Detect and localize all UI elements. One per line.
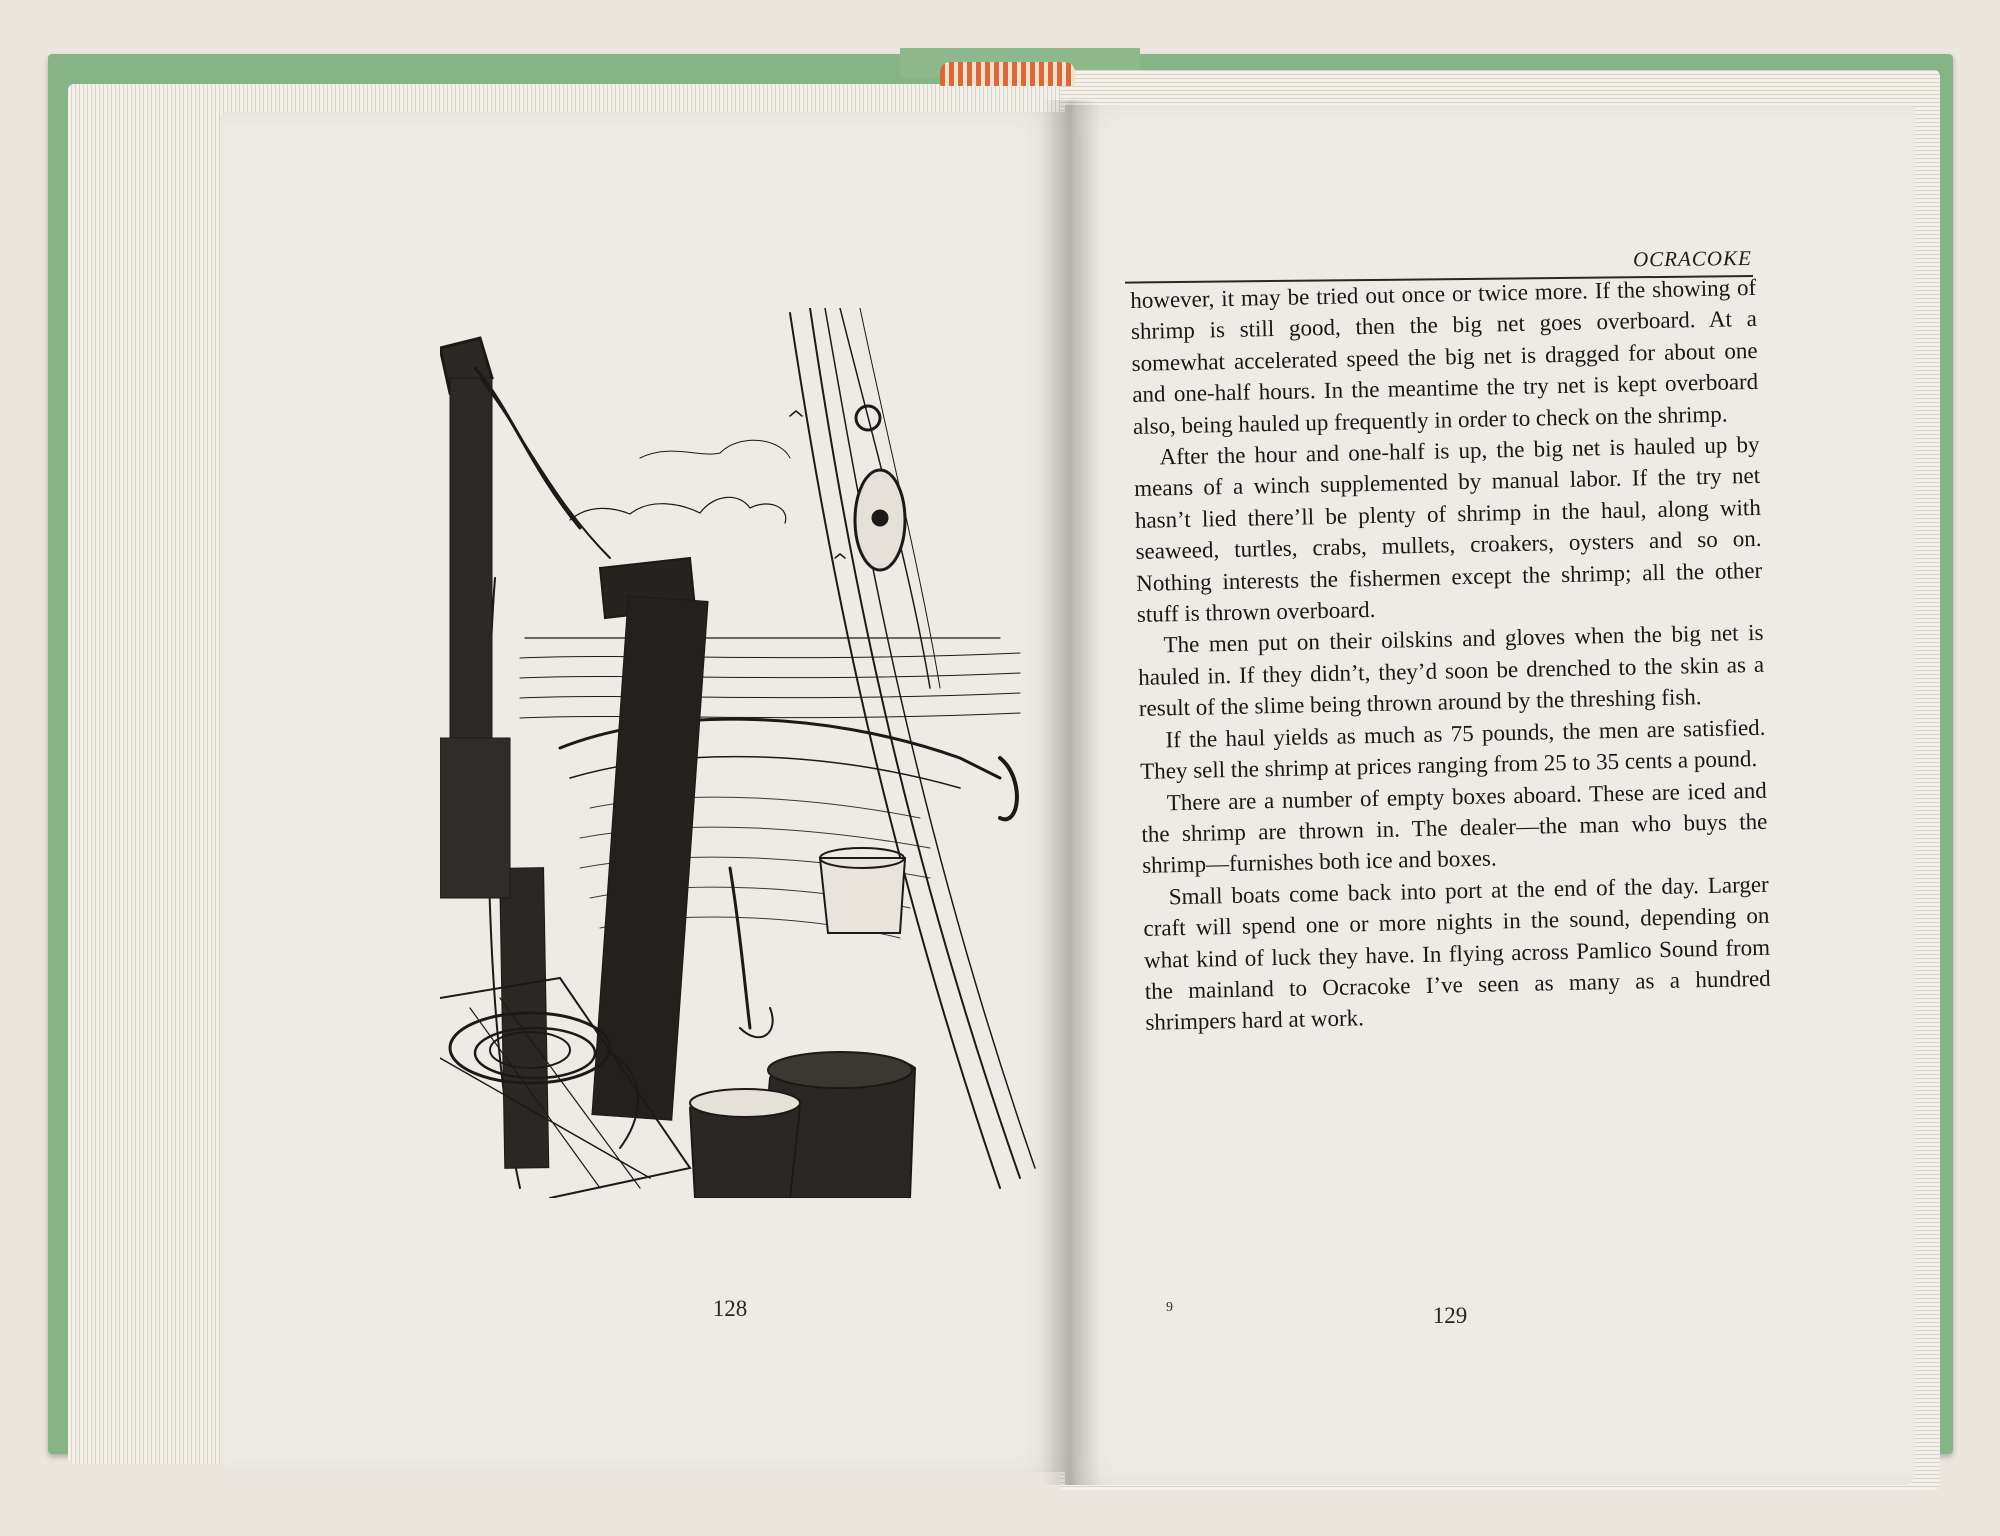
body-text: [1130, 272, 1772, 1039]
left-page-number: 128: [712, 1296, 748, 1321]
paragraph: Small boats come back into port at the end of the day. Larger craft will spend one or more nights in the sound, depending on what kind of luck they have. In flying across Pamlico Sound from the mainland to Ocracoke I’ve seen as many as a hundred shrimpers hard at work.: [1143, 871, 1771, 1036]
paragraph: however, it may be tried out once or twice more. If the showing of shrimp is still good, then the big net goes overboard. At a somewhat accelerated speed the big net is dragged for about one and one-half hours. In the meantime the try net is kept overboard also, being hauled up frequently in order to check on the shrimp.: [1130, 274, 1759, 439]
paragraph: The men put on their oilskins and gloves when the big net is hauled in. If they didn’t, they’d soon be drenched to the skin as a result of the slime being thrown around by the threshing fish.: [1137, 620, 1765, 722]
right-page-number: 129: [1432, 1303, 1468, 1328]
signature-mark: 9: [1166, 1300, 1173, 1315]
paragraph: If the haul yields as much as 75 pounds, the men are satisfied. They sell the shrimp at prices ranging from 25 to 35 cents a pound.: [1139, 714, 1766, 784]
paragraph: After the hour and one-half is up, the big net is hauled up by means of a winch supplemented by manual labor. If the try net hasn’t lied there’ll be plenty of shrimp in the haul, along with seaweed, turtles, crabs, mullets, croakers, oysters and so on. Nothing interests the fishermen except the shrimp; all the other stuff is thrown overboard.: [1134, 431, 1763, 627]
paragraph: There are a number of empty boxes aboard. These are iced and the shrimp are thrown in. The dealer—the man who buys the shrimp—furnishes both ice and boxes.: [1141, 777, 1768, 879]
running-head: OCRACOKE: [1632, 246, 1752, 272]
illustration-shrimp-boat-deck: [440, 308, 1040, 1198]
headband: [940, 62, 1075, 86]
page-gutter: [1040, 100, 1100, 1485]
